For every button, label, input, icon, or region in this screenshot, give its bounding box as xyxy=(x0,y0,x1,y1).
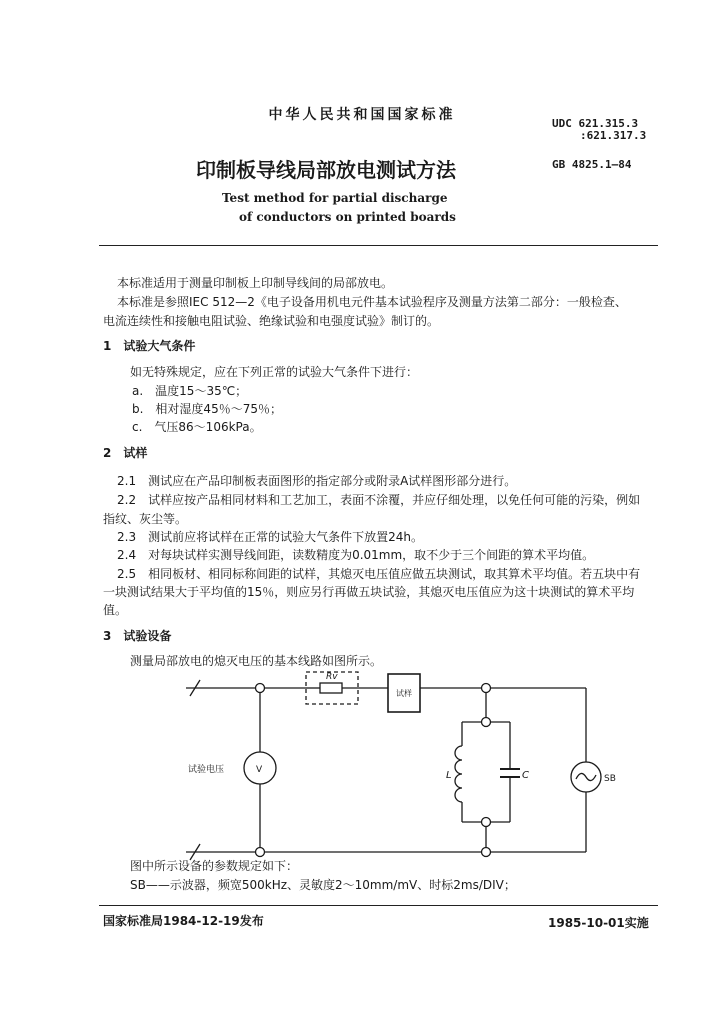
document-title-en-line2: of conductors on printed boards xyxy=(239,210,456,224)
gb-standard-code: GB 4825.1—84 xyxy=(552,158,632,171)
clause-2-2-line2: 指纹、灰尘等。 xyxy=(103,512,188,526)
sine-wave-icon xyxy=(576,773,596,780)
clause-2-1: 2.1 测试应在产品印制板表面图形的指定部分或附录A试样图形部分进行。 xyxy=(117,474,517,488)
inductor-coil xyxy=(455,746,462,802)
node-bottom-left xyxy=(256,848,265,857)
sample-label: 试样 xyxy=(396,689,412,698)
section1-item-a: a. 温度15～35℃； xyxy=(132,384,248,398)
udc-code-line1: UDC 621.315.3 xyxy=(552,117,639,130)
clause-2-4: 2.4 对每块试样实测导线间距，读数精度为0.01mm，取不少于三个间距的算术平均值。 xyxy=(117,548,595,562)
section2-heading: 2 试样 xyxy=(103,446,148,460)
section1-item-b: b. 相对湿度45％～75％； xyxy=(132,402,282,416)
intro-line2: 本标准是参照IEC 512—2《电子设备用机电元件基本试验程序及测量方法第二部分：一般检查、 xyxy=(117,295,627,309)
oscilloscope-label: SB xyxy=(604,774,616,784)
clause-2-2-line1: 2.2 试样应按产品相同材料和工艺加工，表面不涂覆，并应仔细处理，以免任何可能的污染，例如 xyxy=(117,493,641,507)
national-standard-heading: 中华人民共和国国家标准 xyxy=(268,107,456,123)
intro-line1: 本标准适用于测量印制板上印制导线间的局部放电。 xyxy=(117,276,394,290)
udc-code-line2: :621.317.3 xyxy=(580,129,647,142)
section3-after1: 图中所示设备的参数规定如下： xyxy=(130,859,299,873)
section1-item-c: c. 气压86～106kPa。 xyxy=(132,420,262,434)
section3-heading: 3 试验设备 xyxy=(103,629,172,643)
node-lc-top xyxy=(482,718,491,727)
section1-heading: 1 试验大气条件 xyxy=(103,339,196,353)
node-lc-bottom xyxy=(482,818,491,827)
clause-2-3: 2.3 测试前应将试样在正常的试验大气条件下放置24h。 xyxy=(117,530,423,544)
effective-date: 1985-10-01实施 xyxy=(548,916,649,930)
footer-divider xyxy=(99,905,658,906)
document-title-zh: 印制板导线局部放电测试方法 xyxy=(196,158,456,182)
document-title-en-line1: Test method for partial discharge xyxy=(222,191,448,205)
clause-2-5-line1: 2.5 相同板材、相同标称间距的试样，其熄灭电压值应做五块测试，取其算术平均值。若五块中有 xyxy=(117,567,641,581)
section1-lead: 如无特殊规定，应在下列正常的试验大气条件下进行： xyxy=(130,365,419,379)
intro-line3: 电流连续性和接触电阻试验、绝缘试验和电强度试验》制订的。 xyxy=(103,314,440,328)
rv-label: Rv xyxy=(326,672,338,682)
node-top-left xyxy=(256,684,265,693)
section3-after2: SB——示波器，频宽500kHz、灵敏度2～10mm/mV、时标2ms/DIV； xyxy=(130,878,516,892)
inductor-label: L xyxy=(446,770,452,781)
capacitor-label: C xyxy=(522,770,529,781)
node-bottom-mid xyxy=(482,848,491,857)
section3-lead: 测量局部放电的熄灭电压的基本线路如图所示。 xyxy=(130,654,383,668)
voltmeter-label: V xyxy=(256,765,263,775)
node-top-mid xyxy=(482,684,491,693)
clause-2-5-line3: 值。 xyxy=(103,603,128,617)
header-divider xyxy=(99,245,658,246)
clause-2-5-line2: 一块测试结果大于平均值的15％，则应另行再做五块试验，其熄灭电压值应为这十块测试的算术平均 xyxy=(103,585,635,599)
test-voltage-label: 试验电压 xyxy=(188,765,225,775)
rv-resistor xyxy=(320,683,342,693)
test-circuit-diagram xyxy=(160,668,620,868)
issued-date: 国家标准局1984-12-19发布 xyxy=(103,914,264,928)
